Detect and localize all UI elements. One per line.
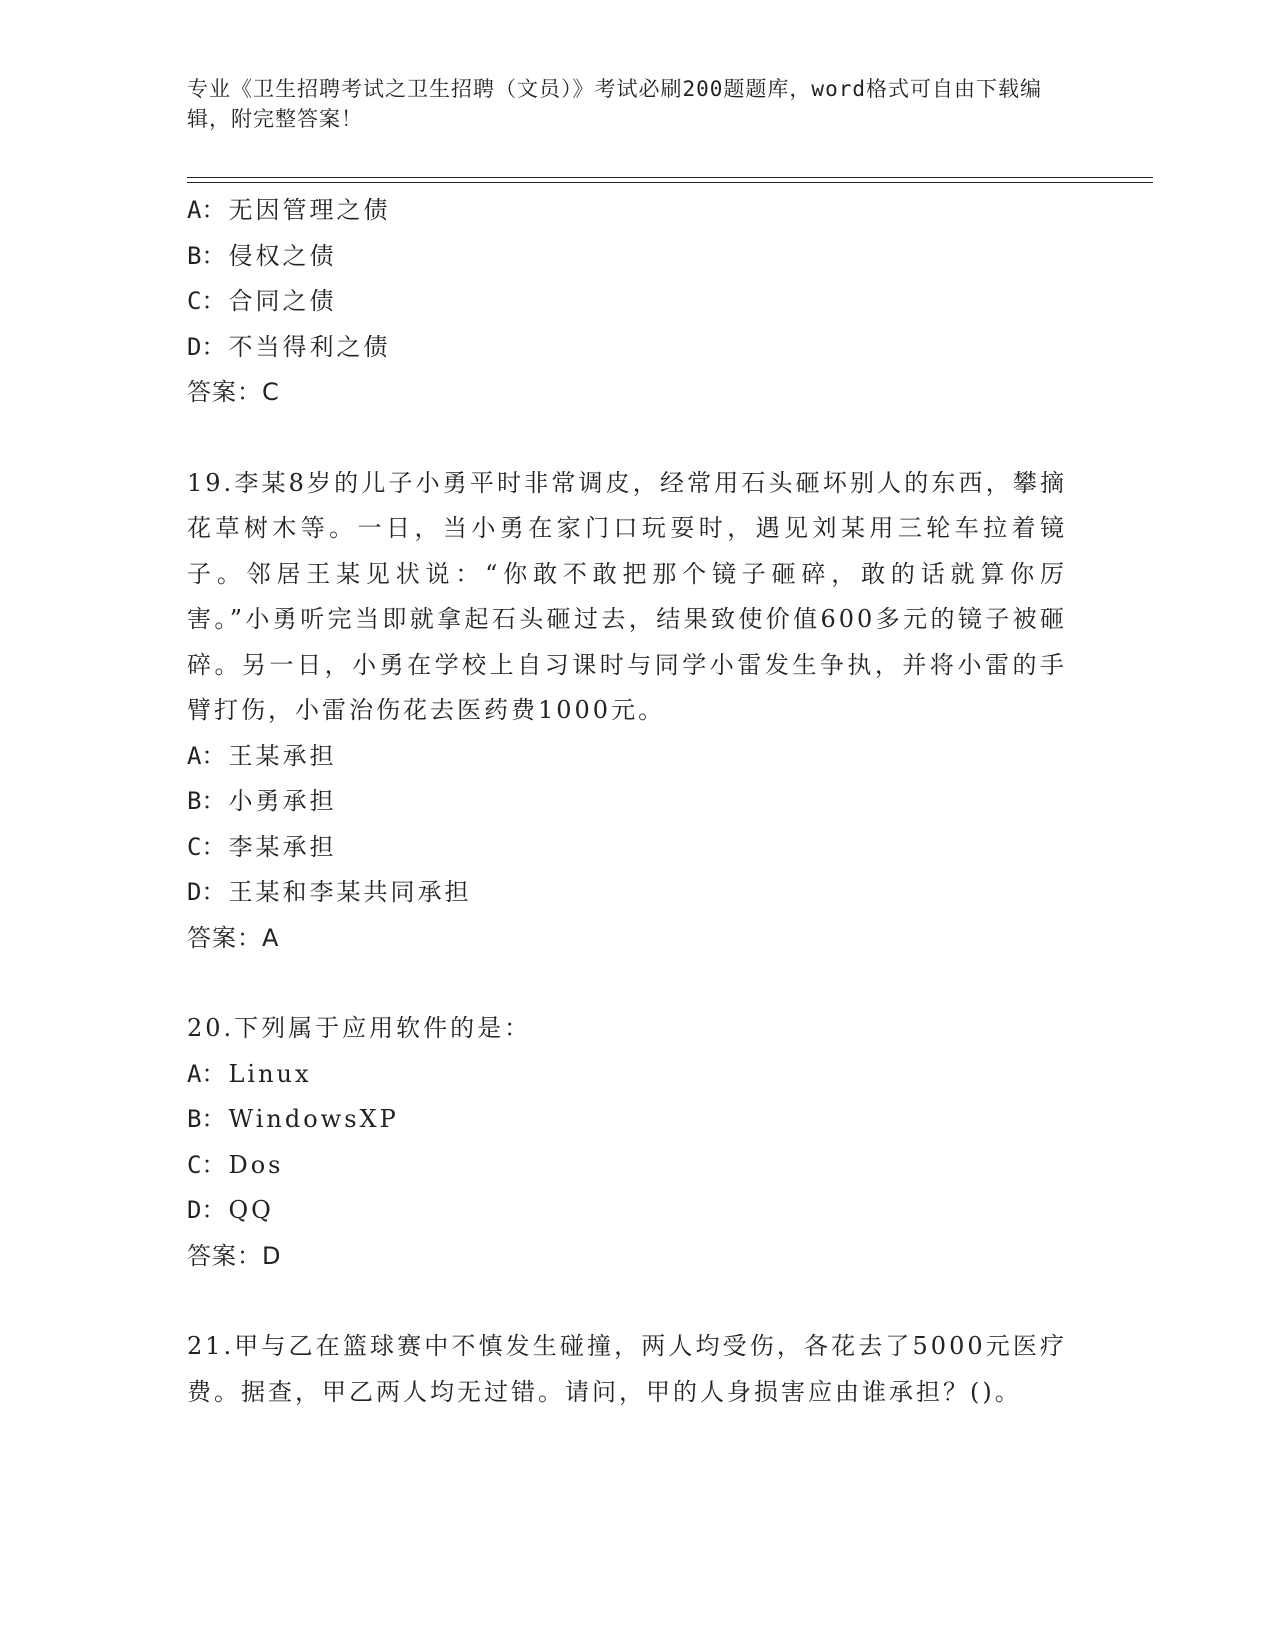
option-d: D：不当得利之债 [187, 332, 391, 361]
header-divider-bottom [187, 182, 1153, 183]
option-a: A：Linux [187, 1059, 312, 1088]
question-19 [187, 461, 1067, 962]
option-b: B：侵权之债 [187, 241, 337, 270]
option-a: A：无因管理之债 [187, 196, 391, 224]
question-18 [187, 188, 1067, 416]
answer-line: 答案：A [187, 923, 280, 952]
question-21 [187, 1324, 1067, 1415]
option-d: D：王某和李某共同承担 [187, 878, 472, 906]
option-d: D：QQ [187, 1196, 274, 1224]
option-c: C：Dos [187, 1150, 284, 1179]
option-b: B：小勇承担 [187, 787, 337, 815]
answer-line: 答案：D [187, 1241, 282, 1270]
question-stem: 21.甲与乙在篮球赛中不慎发生碰撞，两人均受伤，各花去了5000元医疗费。据查，甲乙两人均无过错。请问，甲的人身损害应由谁承担？()。 [187, 1332, 1067, 1406]
option-c: C：李某承担 [187, 832, 337, 861]
question-stem: 20.下列属于应用软件的是： [187, 1014, 532, 1042]
option-a: A：王某承担 [187, 741, 337, 770]
question-list [187, 188, 1067, 1415]
header-divider-top [187, 177, 1153, 178]
page-header: 专业《卫生招聘考试之卫生招聘（文员）》考试必刷200题题库，word格式可自由下载编辑，附完整答案！ [187, 77, 1042, 131]
option-b: B：WindowsXP [187, 1105, 399, 1133]
question-20 [187, 1006, 1067, 1279]
question-stem: 19.李某8岁的儿子小勇平时非常调皮，经常用石头砸坏别人的东西，攀摘花草树木等。一日，当小勇在家门口玩耍时，遇见刘某用三轮车拉着镜子。邻居王某见状说：“你敢不敢把那个镜子砸碎，敢的话就算你厉害。”小勇听完当即就拿起石头砸过去，结果致使价值600多元的镜子被砸碎。另一日，小勇在学校上自习课时与同学小雷发生争执，并将小雷的手臂打伤，小雷治伤花去医药费1000元。 [187, 468, 1067, 724]
option-c: C：合同之债 [187, 287, 337, 315]
answer-line: 答案：C [187, 378, 280, 406]
